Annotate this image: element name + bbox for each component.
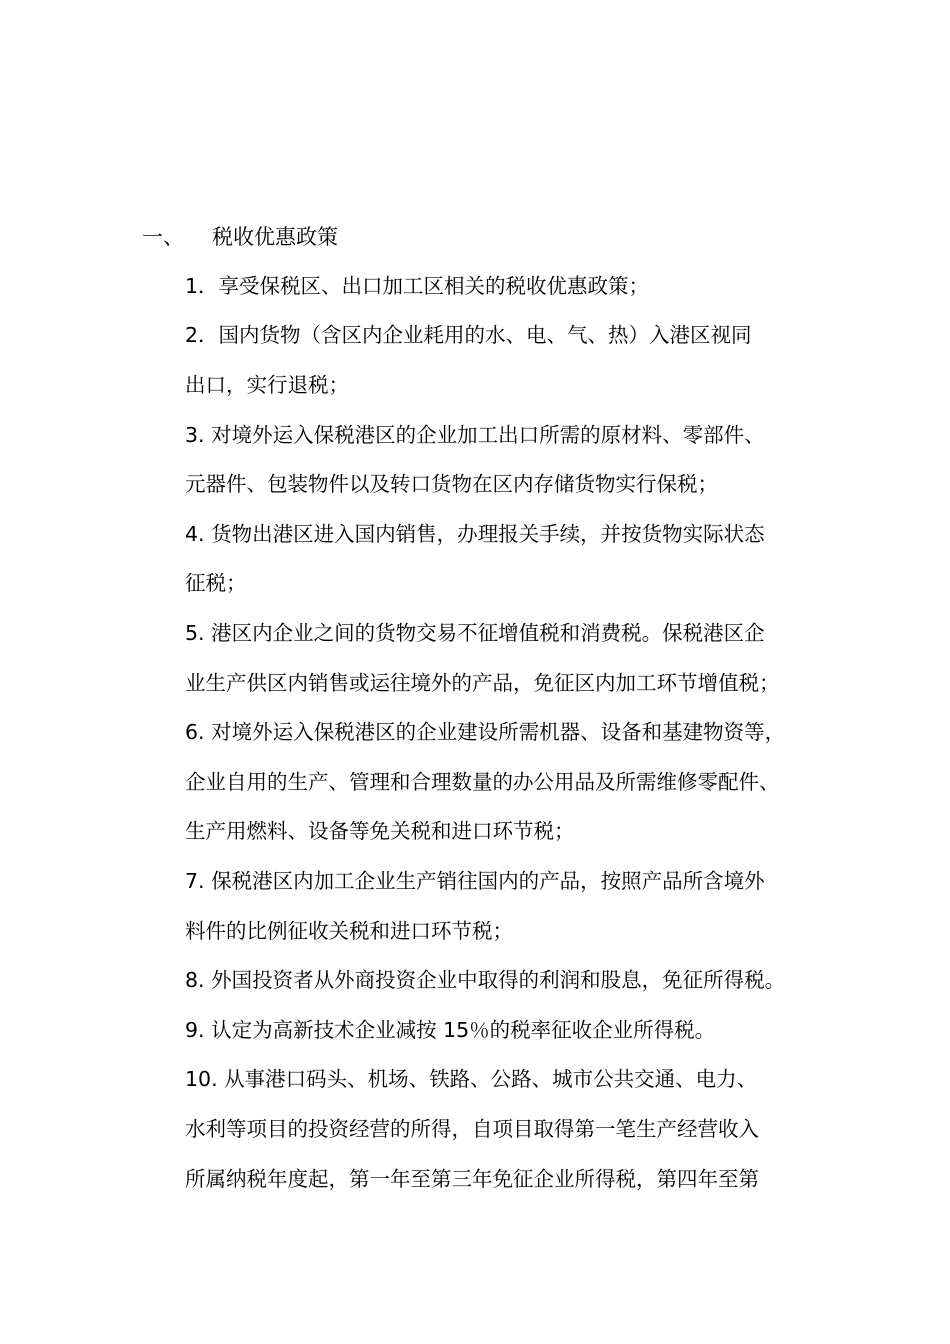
section-title: 税收优惠政策	[212, 225, 338, 249]
paragraph-line: 所属纳税年度起，第一年至第三年免征企业所得税，第四年至第	[185, 1167, 759, 1191]
paragraph-line: 2．国内货物（含区内企业耗用的水、电、气、热）入港区视同	[185, 323, 752, 347]
paragraph-line: 10. 从事港口码头、机场、铁路、公路、城市公共交通、电力、	[185, 1067, 758, 1091]
paragraph-line: 业生产供区内销售或运往境外的产品，免征区内加工环节增值税；	[185, 671, 780, 695]
paragraph-line: 料件的比例征收关税和进口环节税；	[185, 919, 513, 943]
paragraph-line: 8. 外国投资者从外商投资企业中取得的利润和股息，免征所得税。	[185, 968, 786, 992]
paragraph-line: 元器件、包装物件以及转口货物在区内存储货物实行保税；	[185, 472, 718, 496]
paragraph-line: 1．享受保税区、出口加工区相关的税收优惠政策；	[185, 274, 650, 298]
section-heading	[142, 222, 338, 252]
paragraph-line: 4. 货物出港区进入国内销售，办理报关手续，并按货物实际状态	[185, 522, 765, 546]
paragraph-line: 3. 对境外运入保税港区的企业加工出口所需的原材料、零部件、	[185, 423, 765, 447]
paragraph-line: 征税；	[185, 571, 247, 595]
paragraph-line: 水利等项目的投资经营的所得，自项目取得第一笔生产经营收入	[185, 1117, 759, 1141]
paragraph-line: 5. 港区内企业之间的货物交易不征增值税和消费税。保税港区企	[185, 621, 765, 645]
section-number: 一、	[142, 225, 184, 249]
paragraph-line: 企业自用的生产、管理和合理数量的办公用品及所需维修零配件、	[185, 770, 780, 794]
paragraph-line: 6. 对境外运入保税港区的企业建设所需机器、设备和基建物资等，	[185, 720, 786, 744]
paragraph-line: 生产用燃料、设备等免关税和进口环节税；	[185, 819, 575, 843]
paragraph-line: 出口，实行退税；	[185, 373, 349, 397]
paragraph-line: 9. 认定为高新技术企业减按 15％的税率征收企业所得税。	[185, 1018, 716, 1042]
paragraph-line: 7. 保税港区内加工企业生产销往国内的产品，按照产品所含境外	[185, 869, 765, 893]
